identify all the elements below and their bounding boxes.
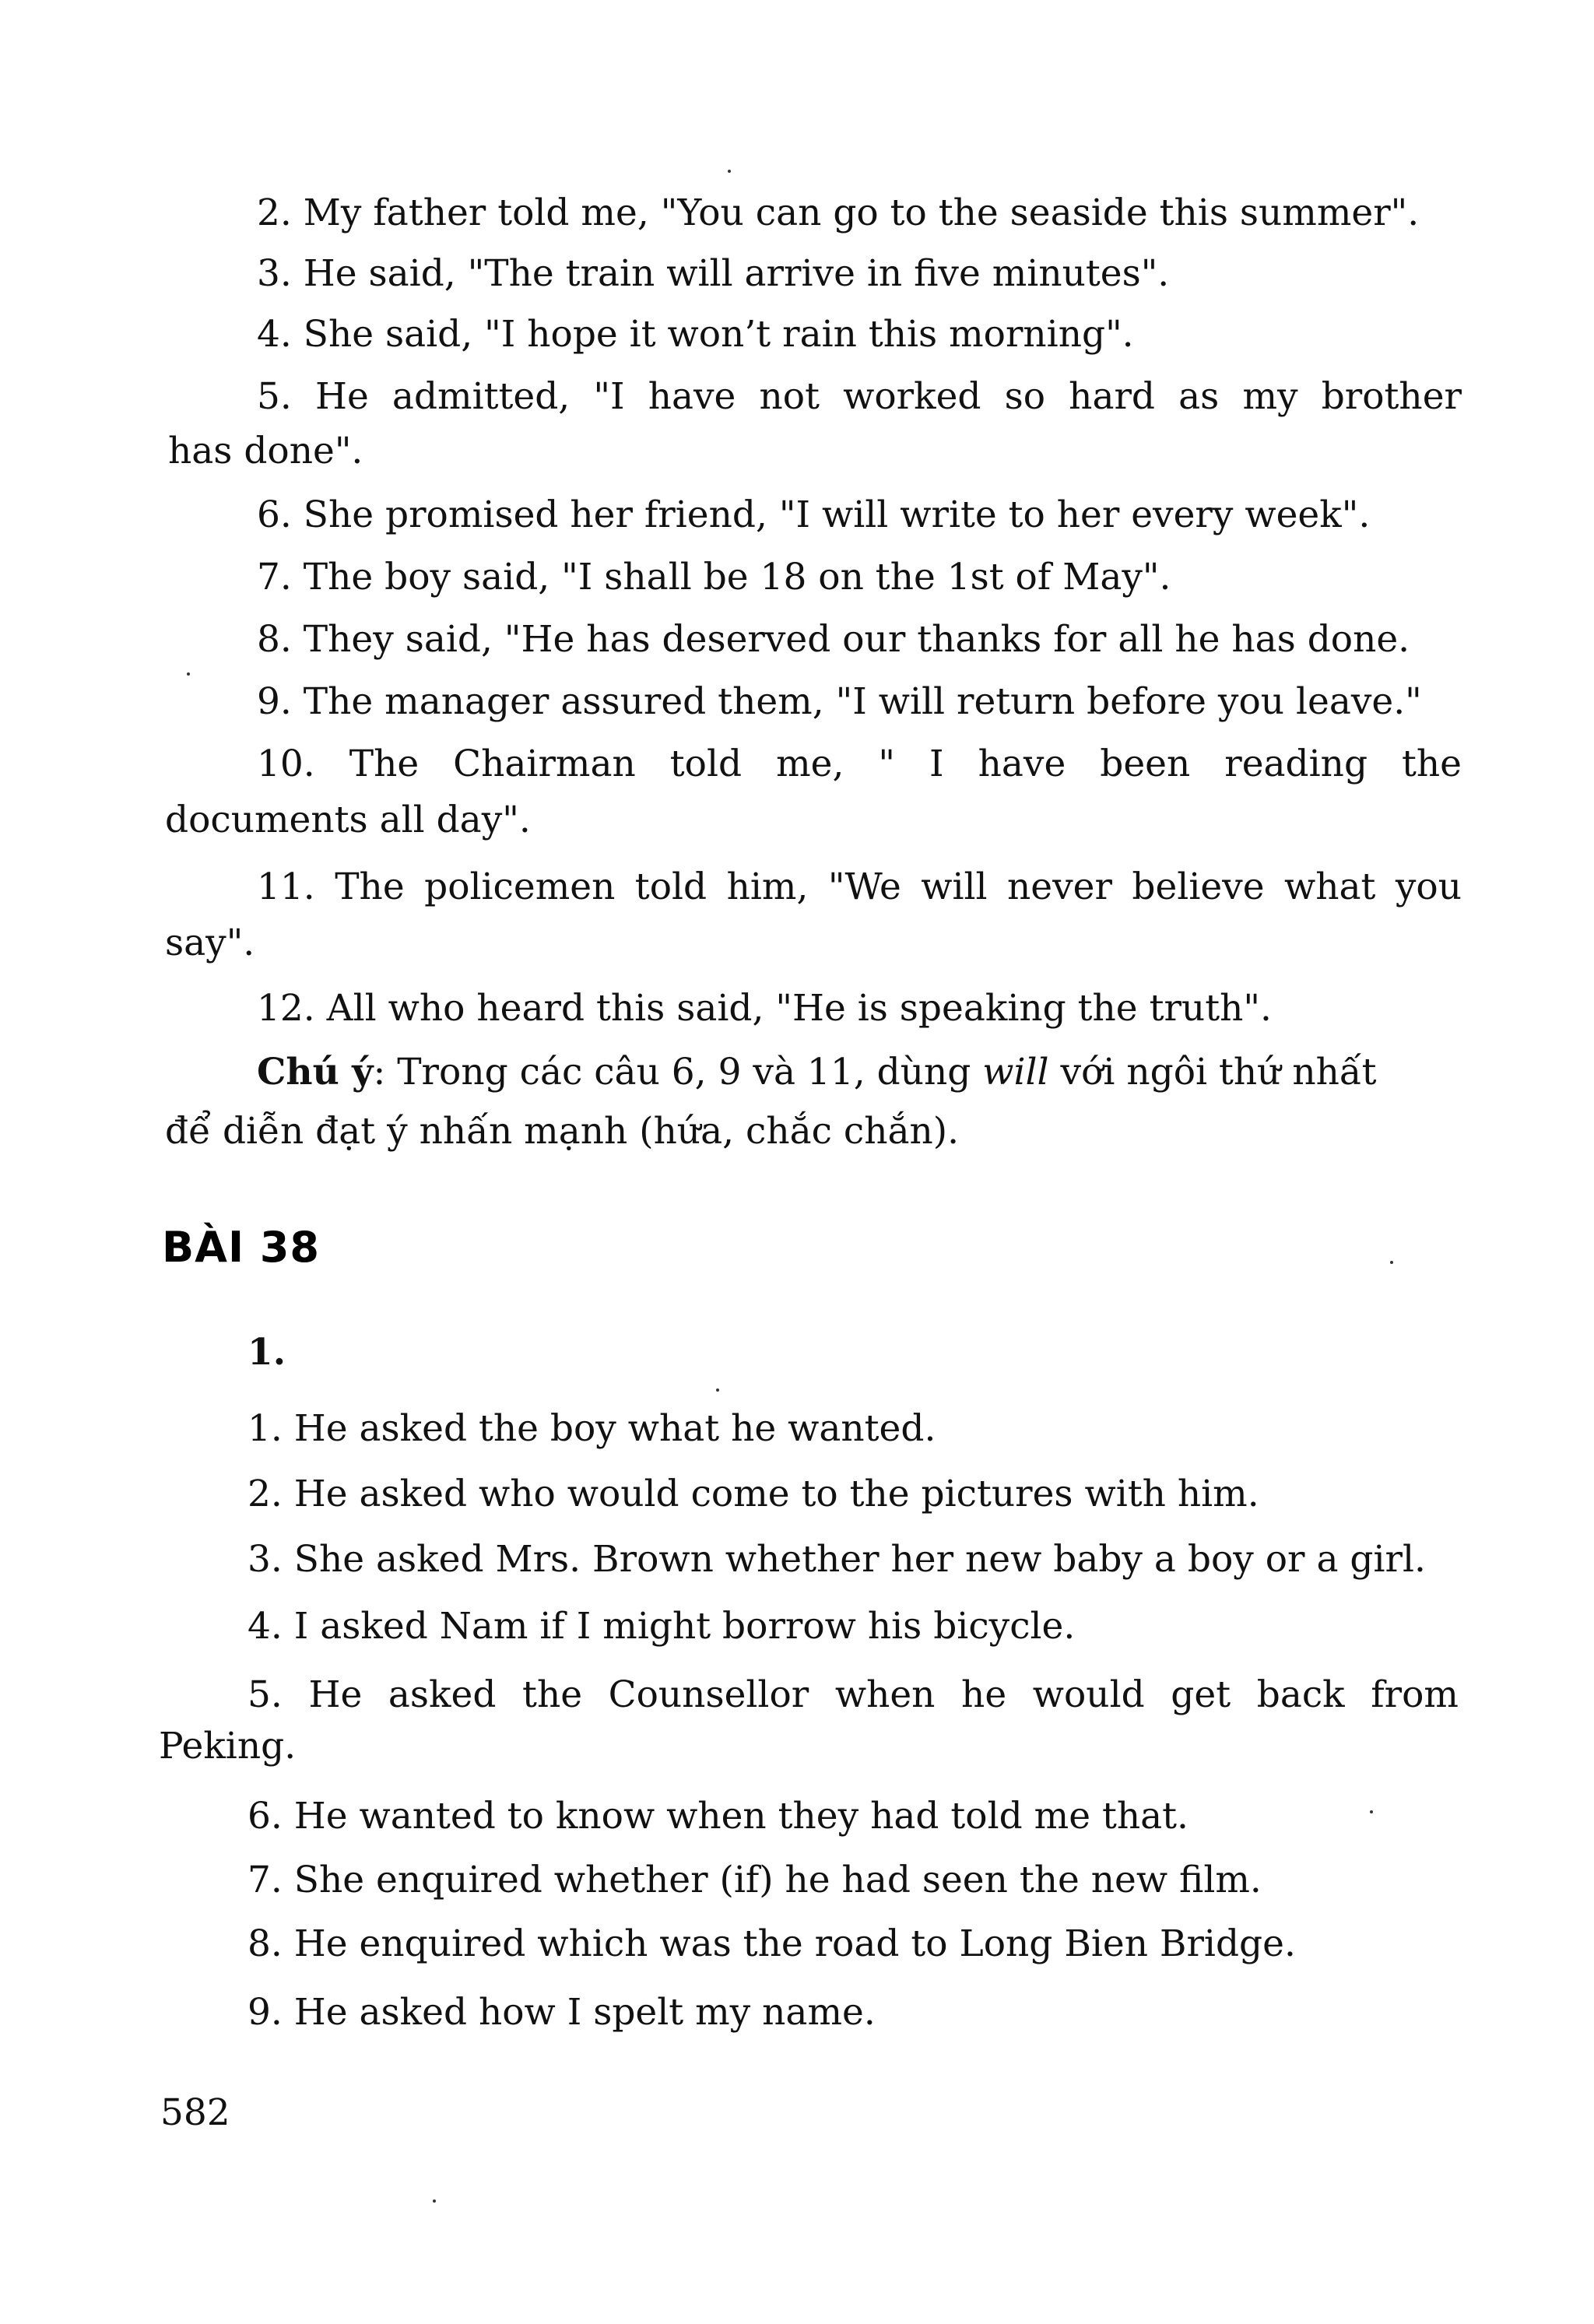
answer-line: 9. He asked how I spelt my name. <box>248 1991 876 2034</box>
answer-line: 2. He asked who would come to the pictures with him. <box>248 1473 1259 1515</box>
exercise-number: 1. <box>248 1331 286 1374</box>
scan-speck <box>716 1388 719 1392</box>
answer-line: 7. The boy said, "I shall be 18 on the 1st of May". <box>257 556 1171 599</box>
answer-line: 1. He asked the boy what he wanted. <box>248 1407 936 1450</box>
answer-line: 5. He admitted, "I have not worked so hard as my brother <box>257 375 1462 418</box>
answer-line: 7. She enquired whether (if) he had seen the new film. <box>248 1859 1262 1901</box>
scan-speck <box>187 672 190 676</box>
note-line <box>257 1049 1377 1096</box>
scan-speck <box>1390 1261 1393 1264</box>
answer-line: 6. He wanted to know when they had told me that. <box>248 1795 1188 1838</box>
answer-line: 12. All who heard this said, "He is speaking the truth". <box>257 987 1272 1030</box>
answer-line: 5. He asked the Counsellor when he would get back from <box>248 1673 1459 1716</box>
scan-speck <box>1370 1810 1373 1813</box>
section-heading: BÀI 38 <box>162 1223 320 1272</box>
note-label: Chú ý <box>257 1051 374 1094</box>
answer-line: 9. The manager assured them, "I will return before you leave." <box>257 680 1422 723</box>
page-number: 582 <box>160 2091 230 2134</box>
answer-line: 11. The policemen told him, "We will never believe what you <box>257 865 1462 908</box>
note-text: : Trong các câu 6, 9 và 11, dùng <box>373 1051 983 1094</box>
answer-line: 8. They said, "He has deserved our thanks for all he has done. <box>257 618 1410 661</box>
answer-line-continuation: has done". <box>168 430 363 472</box>
answer-line-continuation: Peking. <box>159 1725 297 1768</box>
answer-line: 4. I asked Nam if I might borrow his bicycle. <box>248 1605 1076 1648</box>
answer-line: 8. He enquired which was the road to Long Bien Bridge. <box>248 1922 1296 1965</box>
scan-speck <box>728 170 731 173</box>
answer-line: 10. The Chairman told me, " I have been reading the <box>257 742 1462 785</box>
answer-line: 3. He said, "The train will arrive in five minutes". <box>257 252 1170 295</box>
answer-line: 6. She promised her friend, "I will write to her every week". <box>257 493 1371 536</box>
answer-line-continuation: say". <box>165 922 255 964</box>
scan-speck <box>433 2199 436 2203</box>
answer-line-continuation: documents all day". <box>165 799 531 841</box>
note-line-continuation: để diễn đạt ý nhấn mạnh (hứa, chắc chắn). <box>165 1110 960 1153</box>
note-text: với ngôi thứ nhất <box>1048 1051 1377 1094</box>
answer-line: 3. She asked Mrs. Brown whether her new baby a boy or a girl. <box>248 1538 1426 1581</box>
note-emphasis: will <box>982 1051 1049 1094</box>
answer-line: 2. My father told me, "You can go to the seaside this summer". <box>257 191 1420 234</box>
answer-line: 4. She said, "I hope it won’t rain this morning". <box>257 313 1134 356</box>
